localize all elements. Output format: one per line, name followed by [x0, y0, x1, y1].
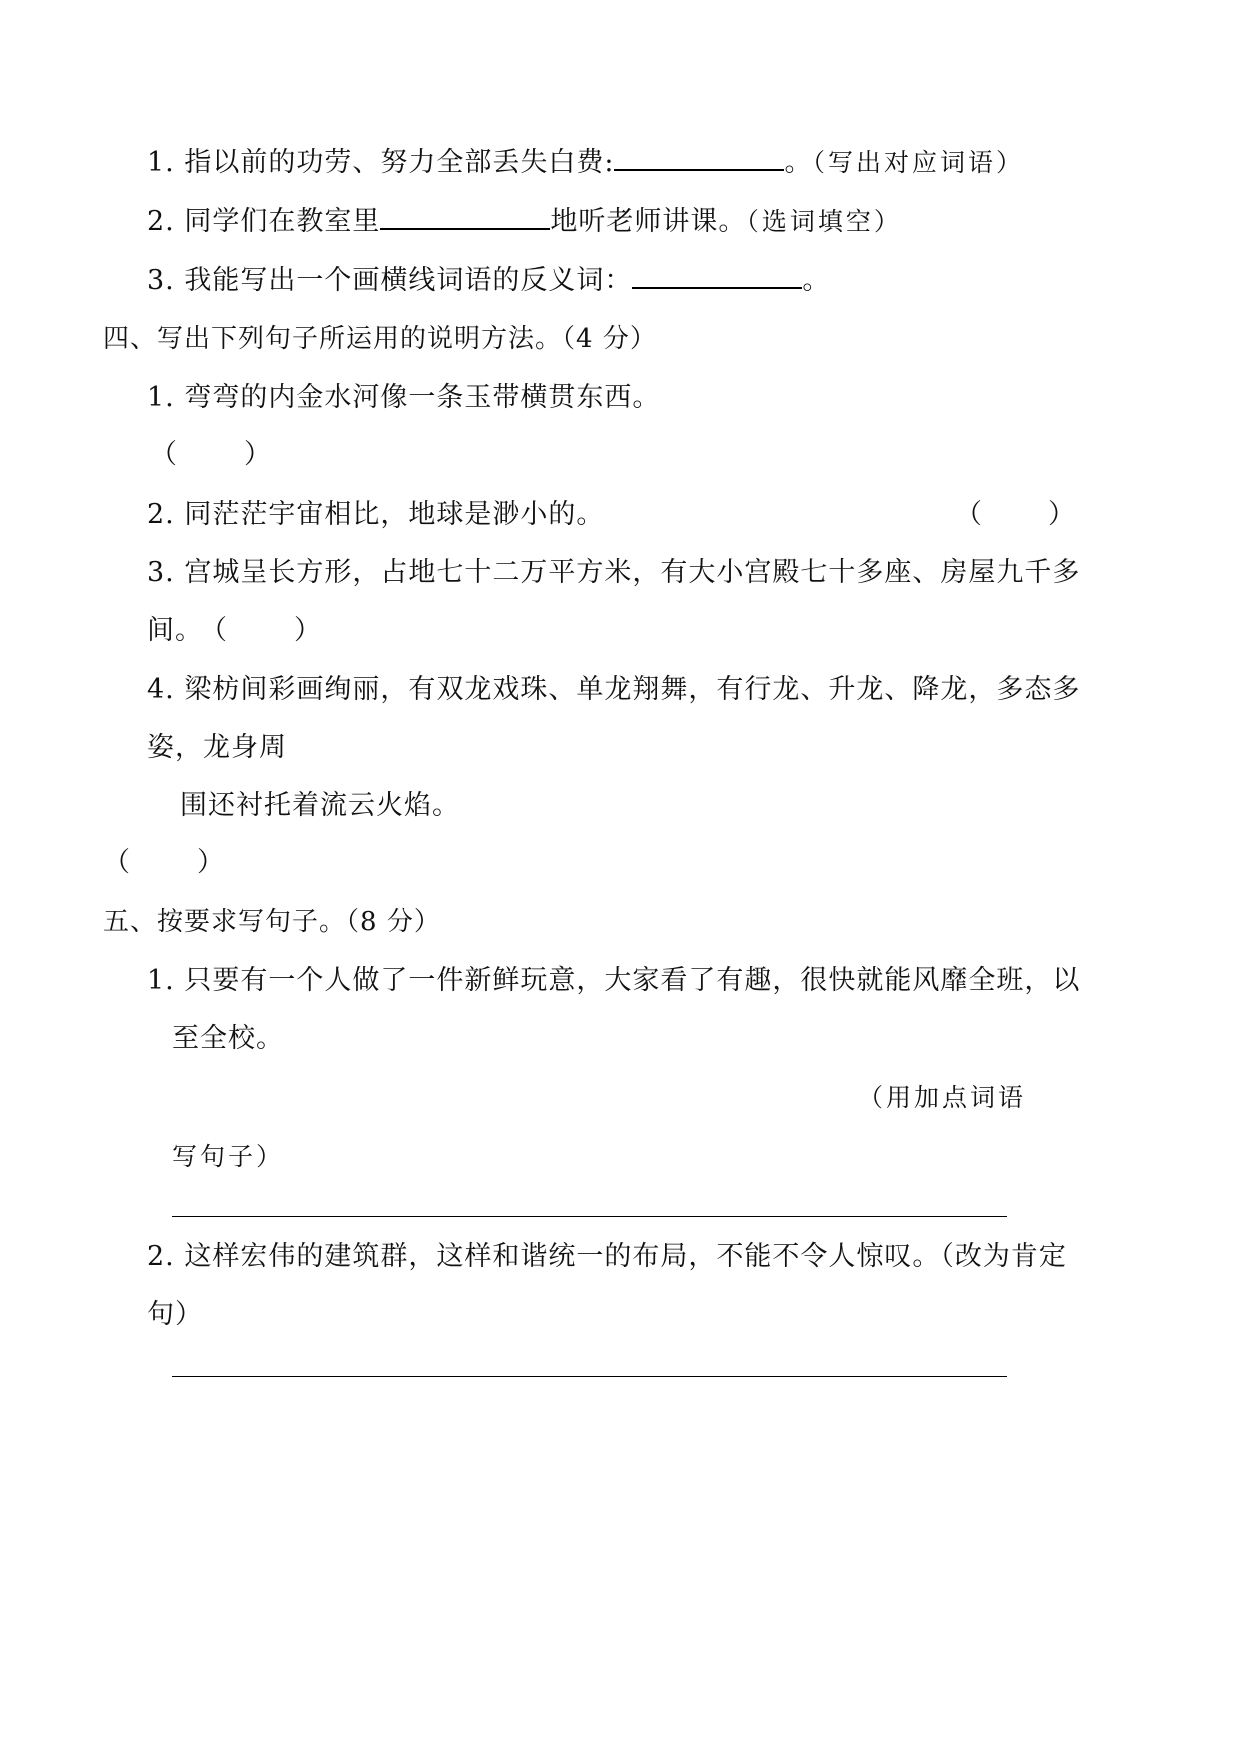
p4-q1: 1. 弯弯的内金水河像一条玉带横贯东西。: [147, 382, 661, 413]
p4-q4-answer-close: ）: [197, 847, 224, 878]
q3-2-after: 地听老师讲课。: [550, 206, 747, 237]
p5-q2-line1: [147, 1239, 1067, 1275]
p4-q3-line1: 3. 宫城呈长方形，占地七十二万平方米，有大小宫殿七十多座、房屋九千多: [147, 557, 1081, 588]
q3-2-line: [147, 204, 902, 240]
p5-q2-answer-line[interactable]: [172, 1376, 1007, 1377]
p4-q3-answer-close: ）: [294, 615, 321, 646]
q3-1-text: 1. 指以前的功劳、努力全部丢失白费:: [147, 147, 615, 178]
p4-q2: 2. 同茫茫宇宙相比，地球是渺小的。: [147, 499, 605, 530]
q3-3-end: 。: [802, 265, 831, 296]
p4-q2-answer-open: （: [955, 499, 982, 530]
p5-q2-line2: 句）: [147, 1299, 203, 1330]
part4-score: （4 分）: [562, 324, 657, 354]
part5-score: （8 分）: [346, 907, 441, 937]
p5-q1-hint-b: 写句子）: [172, 1142, 285, 1171]
p4-q2-answer-close: ）: [1048, 499, 1075, 530]
q3-1-blank[interactable]: [614, 145, 784, 171]
p4-q4-line3: 围还衬托着流云火焰。: [180, 790, 460, 821]
p5-q1-line1: 1. 只要有一个人做了一件新鲜玩意，大家看了有趣，很快就能风靡全班，以: [147, 965, 1081, 996]
q3-1-hint: （写出对应词语）: [812, 148, 1024, 177]
q3-3-text: 3. 我能写出一个画横线词语的反义词：: [147, 265, 633, 296]
p4-q1-answer-open: （: [150, 439, 177, 470]
p4-q3-tail: 间。: [147, 615, 203, 646]
part4-title: 四、写出下列句子所运用的说明方法。: [103, 324, 563, 354]
q3-1-end: 。: [784, 147, 813, 178]
p5-q1-answer-line[interactable]: [172, 1216, 1007, 1217]
p5-q1-hint-a: （用加点词语: [858, 1083, 1027, 1112]
p5-q2-text: 2. 这样宏伟的建筑群，这样和谐统一的布局，不能不令人惊叹。（改为肯定: [147, 1241, 1067, 1272]
q3-2-blank[interactable]: [380, 204, 550, 230]
q3-2-text: 2. 同学们在教室里: [147, 206, 381, 237]
p4-q4-answer-open: （: [103, 847, 130, 878]
part5-heading: [103, 904, 441, 940]
p4-q4-line2: 姿，龙身周: [147, 732, 287, 763]
p4-q1-answer-close: ）: [244, 439, 271, 470]
q3-3-line: [147, 263, 830, 299]
p5-q1-line2: 至全校。: [172, 1023, 284, 1054]
q3-1-line: [147, 145, 1024, 181]
part4-heading: [103, 321, 657, 357]
p4-q3-line2: [147, 613, 203, 649]
p4-q3-answer-open: （: [200, 615, 227, 646]
q3-2-hint: （选词填空）: [746, 207, 902, 236]
part5-title: 五、按要求写句子。: [103, 907, 347, 937]
p4-q4-line1: 4. 梁枋间彩画绚丽，有双龙戏珠、单龙翔舞，有行龙、升龙、降龙，多态多: [147, 674, 1081, 705]
q3-3-blank[interactable]: [632, 263, 802, 289]
